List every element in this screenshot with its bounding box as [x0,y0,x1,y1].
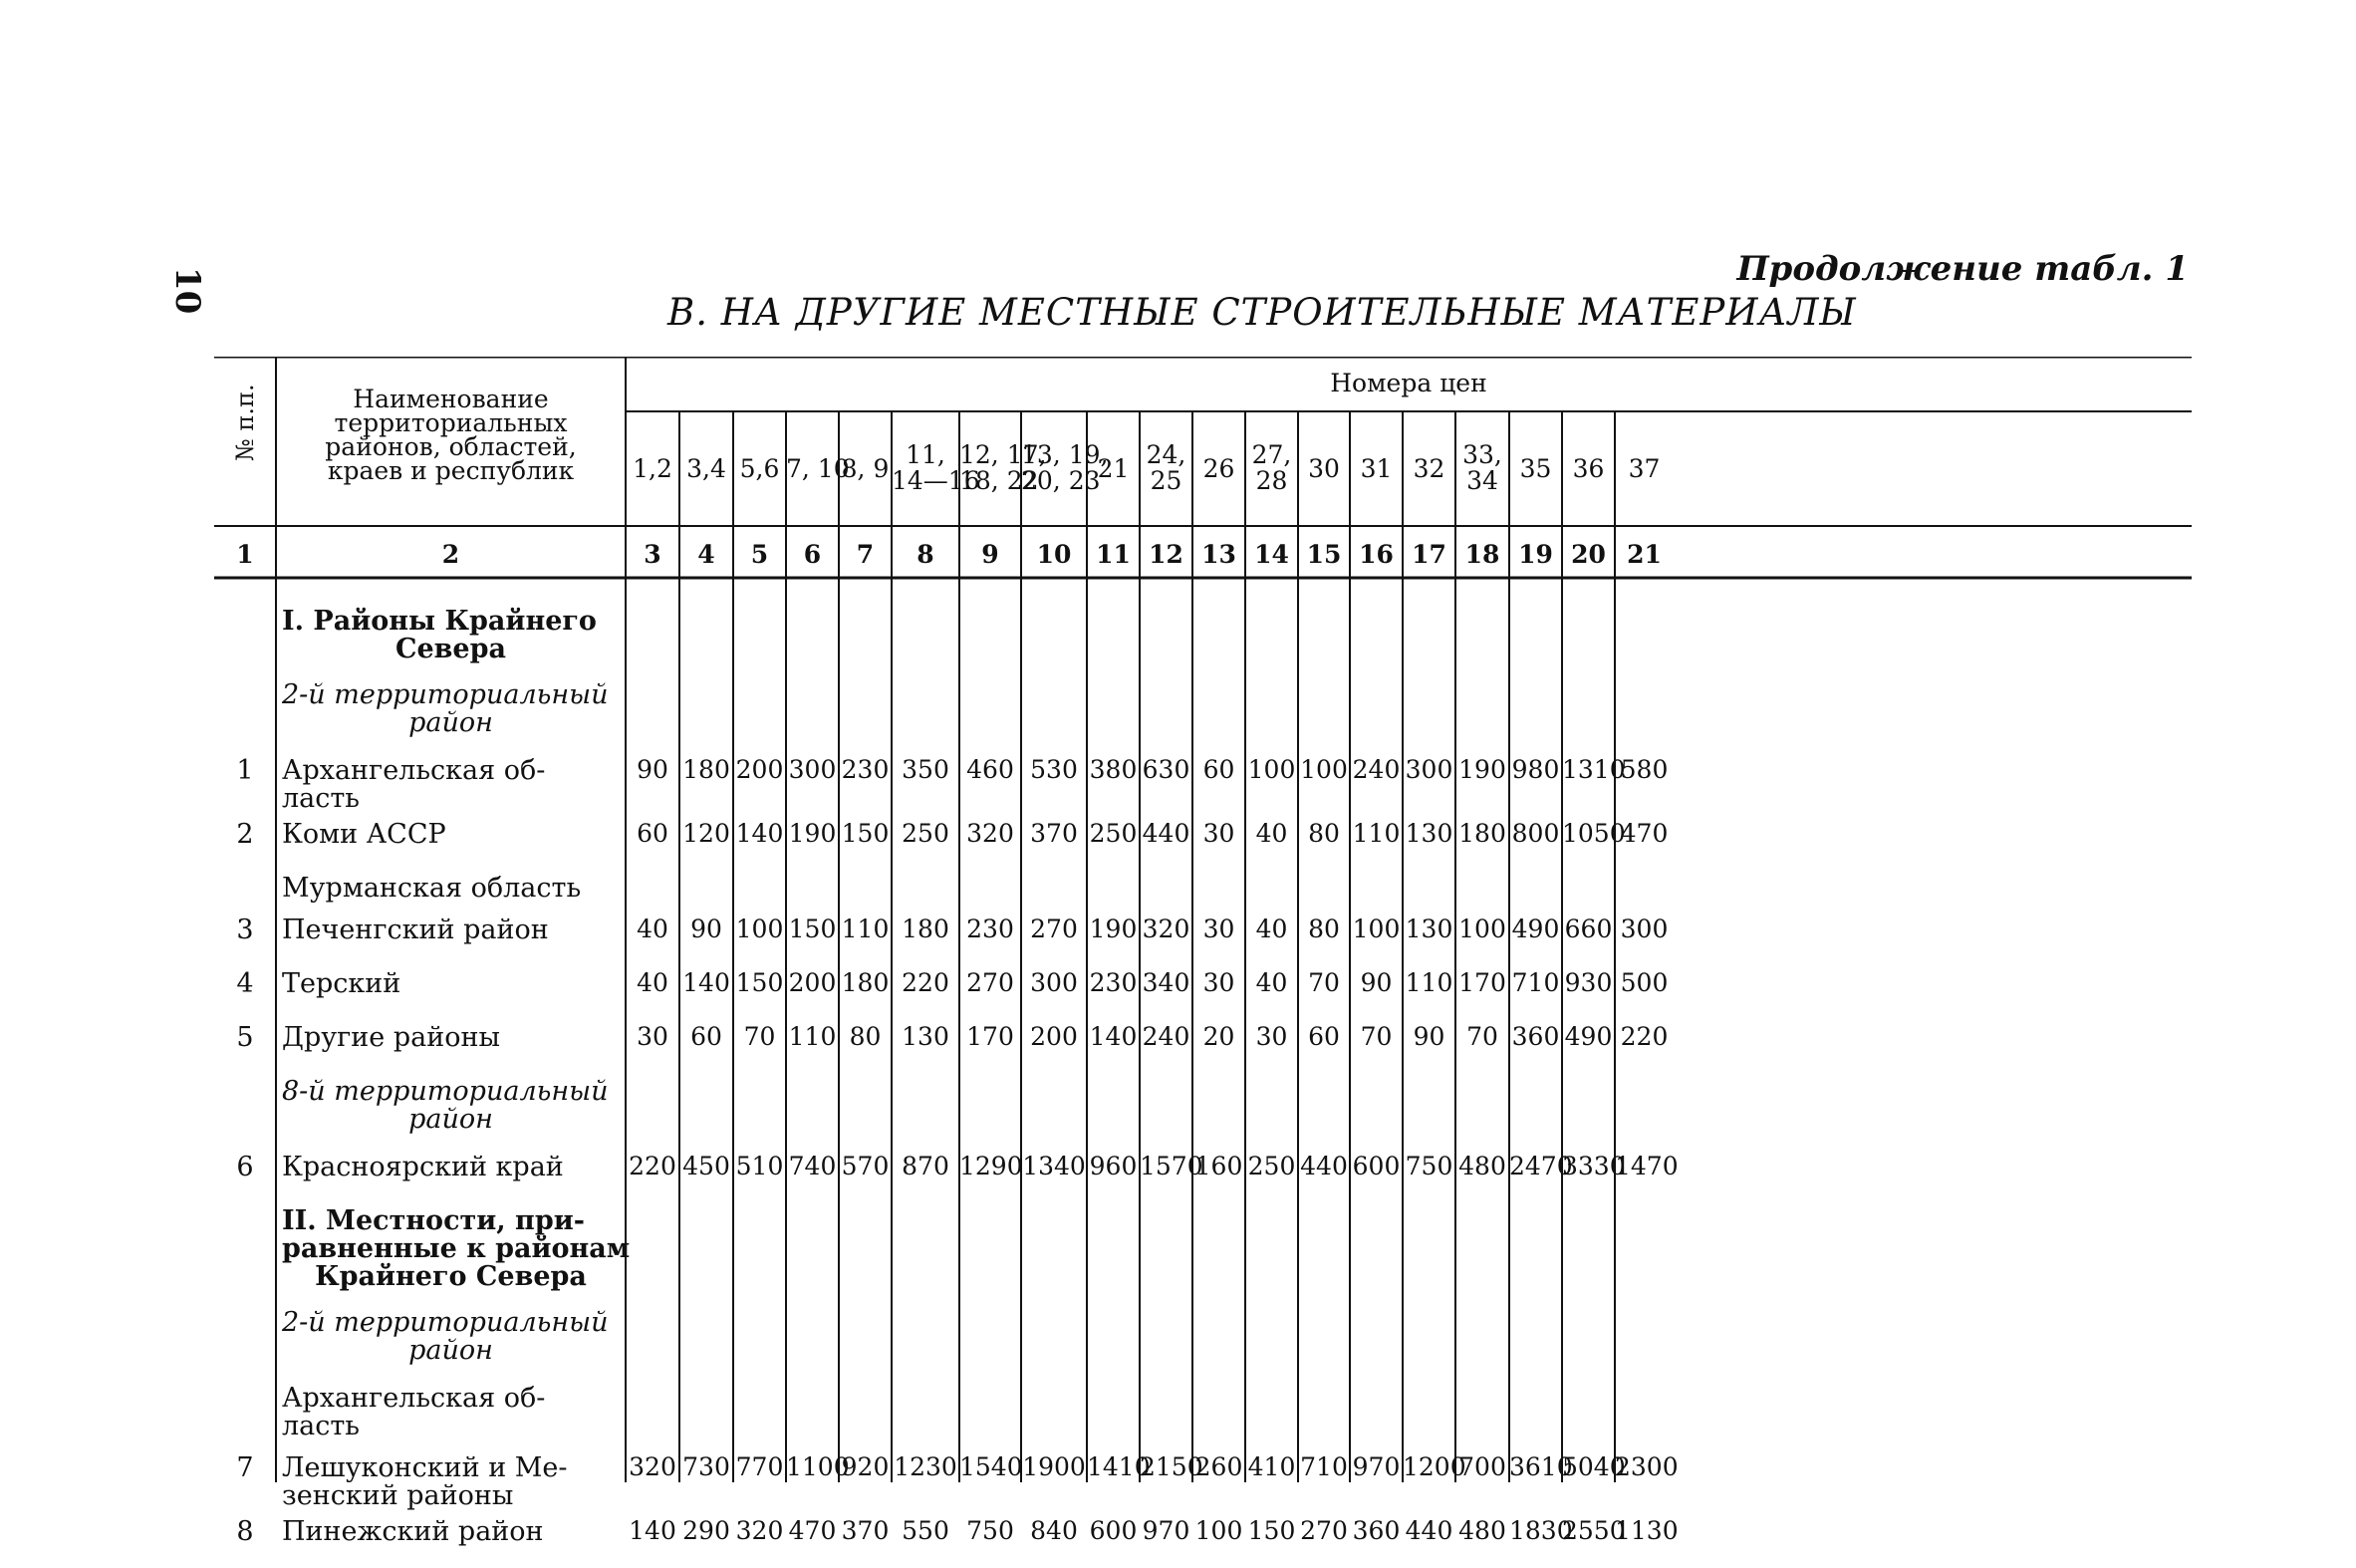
header-price-col: 27, [1251,440,1292,469]
header-index: 13 [1201,540,1236,569]
header-price-col: 13, 19, [1021,440,1109,469]
header-index: 6 [803,540,822,569]
value-cell: 570 [841,1152,890,1180]
value-cell: 160 [1194,1152,1243,1180]
header-index: 16 [1359,540,1394,569]
value-cell: 100 [1300,755,1348,784]
value-cell: 710 [1300,1452,1348,1481]
row-name: Пинежский район [282,1516,544,1547]
value-cell: 60 [1202,755,1235,784]
value-cell: 320 [629,1452,676,1481]
value-cell: 200 [1030,1022,1078,1051]
continuation-label: Продолжение табл. 1 [1736,249,2189,289]
value-cell: 580 [1620,755,1669,784]
value-cell: 840 [1030,1516,1078,1545]
value-cell: 220 [1620,1022,1669,1051]
header-name-line: территориальных [334,408,568,437]
value-cell: 360 [1352,1516,1401,1545]
header-price-col: 30 [1308,454,1340,483]
value-cell: 960 [1089,1152,1138,1180]
row-number: 4 [236,968,254,999]
header-index: 11 [1096,540,1131,569]
header-index: 2 [441,540,460,569]
value-cell: 500 [1620,968,1669,997]
value-cell: 550 [902,1516,949,1545]
value-cell: 30 [1255,1022,1288,1051]
row-name: Архангельская об- [282,755,546,786]
value-cell: 270 [1300,1516,1348,1545]
value-cell: 2150 [1140,1452,1203,1481]
value-cell: 320 [735,1516,784,1545]
value-cell: 970 [1142,1516,1190,1545]
value-cell: 1830 [1509,1516,1573,1545]
value-cell: 270 [966,968,1014,997]
value-cell: 980 [1511,755,1560,784]
value-cell: 320 [1142,915,1190,943]
value-cell: 100 [1458,915,1506,943]
header-index: 5 [750,540,769,569]
value-cell: 740 [788,1152,837,1180]
value-cell: 200 [735,755,784,784]
header-prices-group: Номера цен [1330,369,1487,397]
value-cell: 300 [788,755,837,784]
value-cell: 240 [1352,755,1401,784]
header-index: 1 [236,540,254,569]
value-cell: 320 [966,819,1014,848]
value-cell: 140 [735,819,784,848]
section-heading: Севера [395,634,506,664]
subsection-heading: район [408,1104,493,1135]
header-index: 4 [697,540,715,569]
header-index: 21 [1627,540,1662,569]
row-name: Красноярский край [282,1152,564,1182]
group-heading: ласть [282,1411,361,1441]
value-cell: 1410 [1087,1452,1151,1481]
header-price-col: 31 [1360,454,1393,483]
row-name: Терский [282,968,401,999]
value-cell: 710 [1511,968,1560,997]
value-cell: 60 [637,819,668,848]
value-cell: 300 [1405,755,1453,784]
value-cell: 630 [1142,755,1190,784]
section-heading: равненные к районам [282,1233,631,1264]
value-cell: 1130 [1615,1516,1679,1545]
value-cell: 230 [1089,968,1138,997]
value-cell: 70 [1308,968,1340,997]
value-cell: 180 [1458,819,1506,848]
value-cell: 2470 [1509,1152,1573,1180]
value-cell: 150 [1247,1516,1296,1545]
value-cell: 370 [841,1516,890,1545]
value-cell: 30 [1202,968,1235,997]
value-cell: 380 [1089,755,1138,784]
header-price-col: 28 [1255,466,1288,495]
value-cell: 480 [1458,1516,1506,1545]
row-number: 3 [236,915,254,945]
value-cell: 120 [682,819,730,848]
value-cell: 110 [1405,968,1453,997]
value-cell: 130 [1405,819,1453,848]
header-price-col: 21 [1097,454,1130,483]
value-cell: 480 [1458,1152,1506,1180]
value-cell: 100 [1194,1516,1243,1545]
value-cell: 70 [1360,1022,1393,1051]
value-cell: 600 [1352,1152,1401,1180]
value-cell: 190 [1089,915,1138,943]
value-cell: 250 [1247,1152,1296,1180]
value-cell: 1290 [959,1152,1023,1180]
header-price-col: 37 [1628,454,1661,483]
row-name: Печенгский район [282,915,549,945]
value-cell: 220 [902,968,949,997]
header-price-col: 33, [1462,440,1502,469]
value-cell: 300 [1620,915,1669,943]
value-cell: 130 [902,1022,949,1051]
header-price-col: 25 [1150,466,1182,495]
value-cell: 530 [1030,755,1078,784]
value-cell: 170 [966,1022,1014,1051]
value-cell: 750 [966,1516,1014,1545]
value-cell: 200 [788,968,837,997]
value-cell: 140 [629,1516,676,1545]
value-cell: 100 [1247,755,1296,784]
value-cell: 270 [1030,915,1078,943]
header-index: 18 [1464,540,1500,569]
header-index: 17 [1412,540,1446,569]
header-price-col: 32 [1413,454,1445,483]
header-index: 15 [1306,540,1342,569]
value-cell: 70 [1466,1022,1498,1051]
value-cell: 1470 [1615,1152,1679,1180]
value-cell: 150 [735,968,784,997]
row-number: 1 [236,755,254,786]
value-cell: 190 [1458,755,1506,784]
header-price-col: 1,2 [633,454,672,483]
header-index: 9 [981,540,999,569]
value-cell: 230 [841,755,890,784]
value-cell: 1570 [1140,1152,1203,1180]
header-price-col: 12, 17, [959,440,1047,469]
value-cell: 2550 [1562,1516,1626,1545]
header-name-line: краев и республик [327,456,575,485]
value-cell: 1340 [1022,1152,1086,1180]
row-number: 7 [236,1452,254,1483]
value-cell: 470 [788,1516,837,1545]
value-cell: 600 [1089,1516,1138,1545]
value-cell: 750 [1405,1152,1453,1180]
value-cell: 920 [841,1452,890,1481]
value-cell: 180 [841,968,890,997]
value-cell: 510 [735,1152,784,1180]
header-price-col: 7, 10 [786,454,850,483]
value-cell: 930 [1564,968,1613,997]
header-price-col: 20, 23 [1021,466,1101,495]
value-cell: 370 [1030,819,1078,848]
value-cell: 440 [1142,819,1190,848]
value-cell: 30 [1202,819,1235,848]
header-price-col: 35 [1519,454,1552,483]
value-cell: 450 [682,1152,730,1180]
value-cell: 2300 [1615,1452,1679,1481]
value-cell: 1230 [894,1452,957,1481]
value-cell: 90 [637,755,668,784]
value-cell: 1310 [1562,755,1626,784]
value-cell: 490 [1511,915,1560,943]
header-price-col: 18, 22 [959,466,1039,495]
value-cell: 40 [1255,819,1288,848]
value-cell: 40 [637,915,668,943]
value-cell: 5040 [1562,1452,1626,1481]
header-price-col: 24, [1146,440,1186,469]
price-table [214,357,2192,1547]
value-cell: 870 [902,1152,949,1180]
header-name-line: Наименование [353,385,549,413]
section-heading: I. Районы Крайнего [282,606,597,637]
value-cell: 90 [1360,968,1393,997]
value-cell: 220 [629,1152,676,1180]
value-cell: 440 [1405,1516,1453,1545]
row-name: Лешуконский и Ме- [282,1452,568,1483]
value-cell: 1200 [1403,1452,1466,1481]
value-cell: 40 [1255,915,1288,943]
value-cell: 470 [1620,819,1669,848]
value-cell: 110 [841,915,890,943]
value-cell: 40 [637,968,668,997]
header-price-col: 26 [1202,454,1235,483]
value-cell: 360 [1511,1022,1560,1051]
value-cell: 770 [735,1452,784,1481]
header-price-col: 5,6 [739,454,780,483]
value-cell: 40 [1255,968,1288,997]
row-number: 6 [236,1152,254,1182]
value-cell: 3610 [1509,1452,1573,1481]
value-cell: 80 [1308,915,1340,943]
value-cell: 30 [1202,915,1235,943]
value-cell: 290 [682,1516,730,1545]
value-cell: 490 [1564,1022,1613,1051]
value-cell: 60 [1308,1022,1340,1051]
value-cell: 190 [788,819,837,848]
row-name: ласть [282,783,361,814]
value-cell: 90 [1413,1022,1445,1051]
row-number: 2 [236,819,254,850]
value-cell: 660 [1564,915,1613,943]
value-cell: 240 [1142,1022,1190,1051]
value-cell: 800 [1511,819,1560,848]
value-cell: 970 [1352,1452,1401,1481]
value-cell: 150 [841,819,890,848]
value-cell: 130 [1405,915,1453,943]
header-price-col: 34 [1466,466,1498,495]
value-cell: 460 [966,755,1014,784]
table-title: В. НА ДРУГИЕ МЕСТНЫЕ СТРОИТЕЛЬНЫЕ МАТЕРИАЛЫ [667,291,1857,334]
header-index: 14 [1254,540,1289,569]
value-cell: 350 [902,755,949,784]
value-cell: 730 [682,1452,730,1481]
header-index: 8 [916,540,934,569]
value-cell: 340 [1142,968,1190,997]
value-cell: 140 [1089,1022,1138,1051]
value-cell: 20 [1202,1022,1235,1051]
row-name: зенский районы [282,1480,514,1511]
value-cell: 250 [1089,819,1138,848]
subsection-heading: 2-й территориальный [282,679,609,710]
page-number: 10 [167,267,207,315]
value-cell: 700 [1458,1452,1506,1481]
header-index: 10 [1036,540,1072,569]
value-cell: 170 [1458,968,1506,997]
subsection-heading: 2-й территориальный [282,1307,609,1338]
value-cell: 90 [690,915,722,943]
value-cell: 230 [966,915,1014,943]
value-cell: 30 [637,1022,668,1051]
value-cell: 70 [743,1022,776,1051]
header-price-col: 11, [906,440,945,469]
header-price-col: 14—16 [892,466,980,495]
value-cell: 60 [690,1022,722,1051]
subsection-heading: район [408,1335,493,1366]
header-price-col: 8, 9 [841,454,890,483]
row-name: Коми АССР [282,819,446,850]
value-cell: 100 [735,915,784,943]
value-cell: 1050 [1562,819,1626,848]
value-cell: 410 [1247,1452,1296,1481]
header-index: 20 [1571,540,1606,569]
value-cell: 180 [682,755,730,784]
value-cell: 150 [788,915,837,943]
value-cell: 110 [788,1022,837,1051]
section-heading: II. Местности, при- [282,1205,585,1236]
value-cell: 110 [1352,819,1401,848]
header-index: 7 [856,540,875,569]
value-cell: 80 [1308,819,1340,848]
subsection-heading: район [408,707,493,738]
value-cell: 100 [1352,915,1401,943]
row-number: 5 [236,1022,254,1053]
value-cell: 300 [1030,968,1078,997]
value-cell: 80 [849,1022,882,1051]
header-num: № п.п. [231,384,259,461]
row-number: 8 [236,1516,254,1547]
header-name-line: районов, областей, [325,432,577,461]
value-cell: 1100 [786,1452,850,1481]
value-cell: 260 [1194,1452,1243,1481]
header-index: 3 [644,540,661,569]
group-heading: Мурманская область [282,873,582,904]
subsection-heading: 8-й территориальный [282,1076,609,1107]
value-cell: 140 [682,968,730,997]
value-cell: 440 [1300,1152,1348,1180]
row-name: Другие районы [282,1022,500,1053]
group-heading: Архангельская об- [282,1383,546,1414]
header-index: 12 [1149,540,1183,569]
header-price-col: 3,4 [686,454,726,483]
section-heading: Крайнего Севера [315,1261,587,1292]
value-cell: 250 [902,819,949,848]
header-index: 19 [1518,540,1553,569]
value-cell: 3330 [1562,1152,1626,1180]
value-cell: 1900 [1022,1452,1086,1481]
value-cell: 180 [902,915,949,943]
value-cell: 1540 [959,1452,1023,1481]
header-price-col: 36 [1572,454,1605,483]
